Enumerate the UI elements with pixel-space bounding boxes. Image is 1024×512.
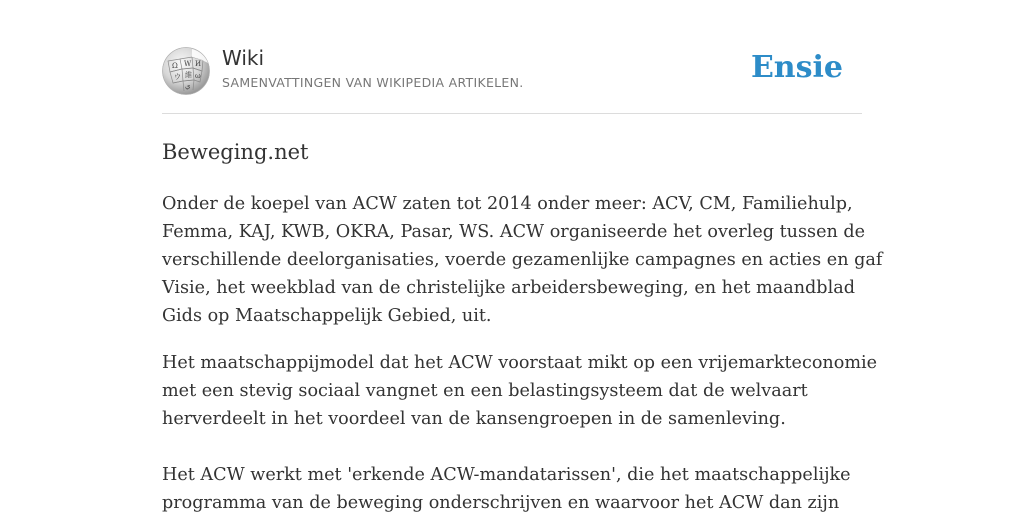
paragraph-line: herverdeelt in het voordeel van de kansengroepen in de samenleving. [162, 409, 786, 429]
paragraph-line: Gids op Maatschappelijk Gebied, uit. [162, 306, 492, 326]
svg-text:維: 維 [185, 71, 192, 79]
paragraph-line: verschillende deelorganisaties, voerde gezamenlijke campagnes en acties en gaf [162, 250, 883, 270]
article-paragraph [162, 349, 878, 433]
article-paragraph [162, 190, 883, 330]
article [162, 136, 883, 512]
svg-text:ウ: ウ [174, 73, 181, 81]
site-header [162, 44, 862, 114]
site-title[interactable]: Wiki [222, 46, 265, 70]
svg-text:ω: ω [195, 72, 201, 80]
article-paragraph [162, 461, 862, 512]
wikipedia-globe-icon[interactable] [162, 47, 210, 95]
paragraph-line: Onder de koepel van ACW zaten tot 2014 onder meer: ACV, CM, Familiehulp, [162, 194, 853, 214]
paragraph-line: Visie, het weekblad van de christelijke arbeidersbeweging, en het maandblad [162, 278, 855, 298]
article-title: Beweging.net [162, 140, 309, 164]
paragraph-line: programma van de beweging onderschrijven en waarvoor het ACW dan zijn [162, 493, 840, 512]
site-tagline: SAMENVATTINGEN VAN WIKIPEDIA ARTIKELEN. [222, 75, 524, 90]
svg-text:ي: ي [185, 82, 191, 90]
svg-text:Ω: Ω [172, 62, 178, 70]
brand-logo[interactable]: Ensie [750, 50, 843, 85]
svg-text:И: И [195, 60, 202, 68]
paragraph-line: Femma, KAJ, KWB, OKRA, Pasar, WS. ACW organiseerde het overleg tussen de [162, 222, 866, 242]
svg-text:W: W [184, 60, 192, 68]
paragraph-line: met een stevig sociaal vangnet en een belastingsysteem dat de welvaart [162, 381, 808, 401]
paragraph-line: Het ACW werkt met 'erkende ACW-mandatarissen', die het maatschappelijke [162, 465, 851, 485]
paragraph-line: Het maatschappijmodel dat het ACW voorstaat mikt op een vrijemarkteconomie [162, 353, 878, 373]
